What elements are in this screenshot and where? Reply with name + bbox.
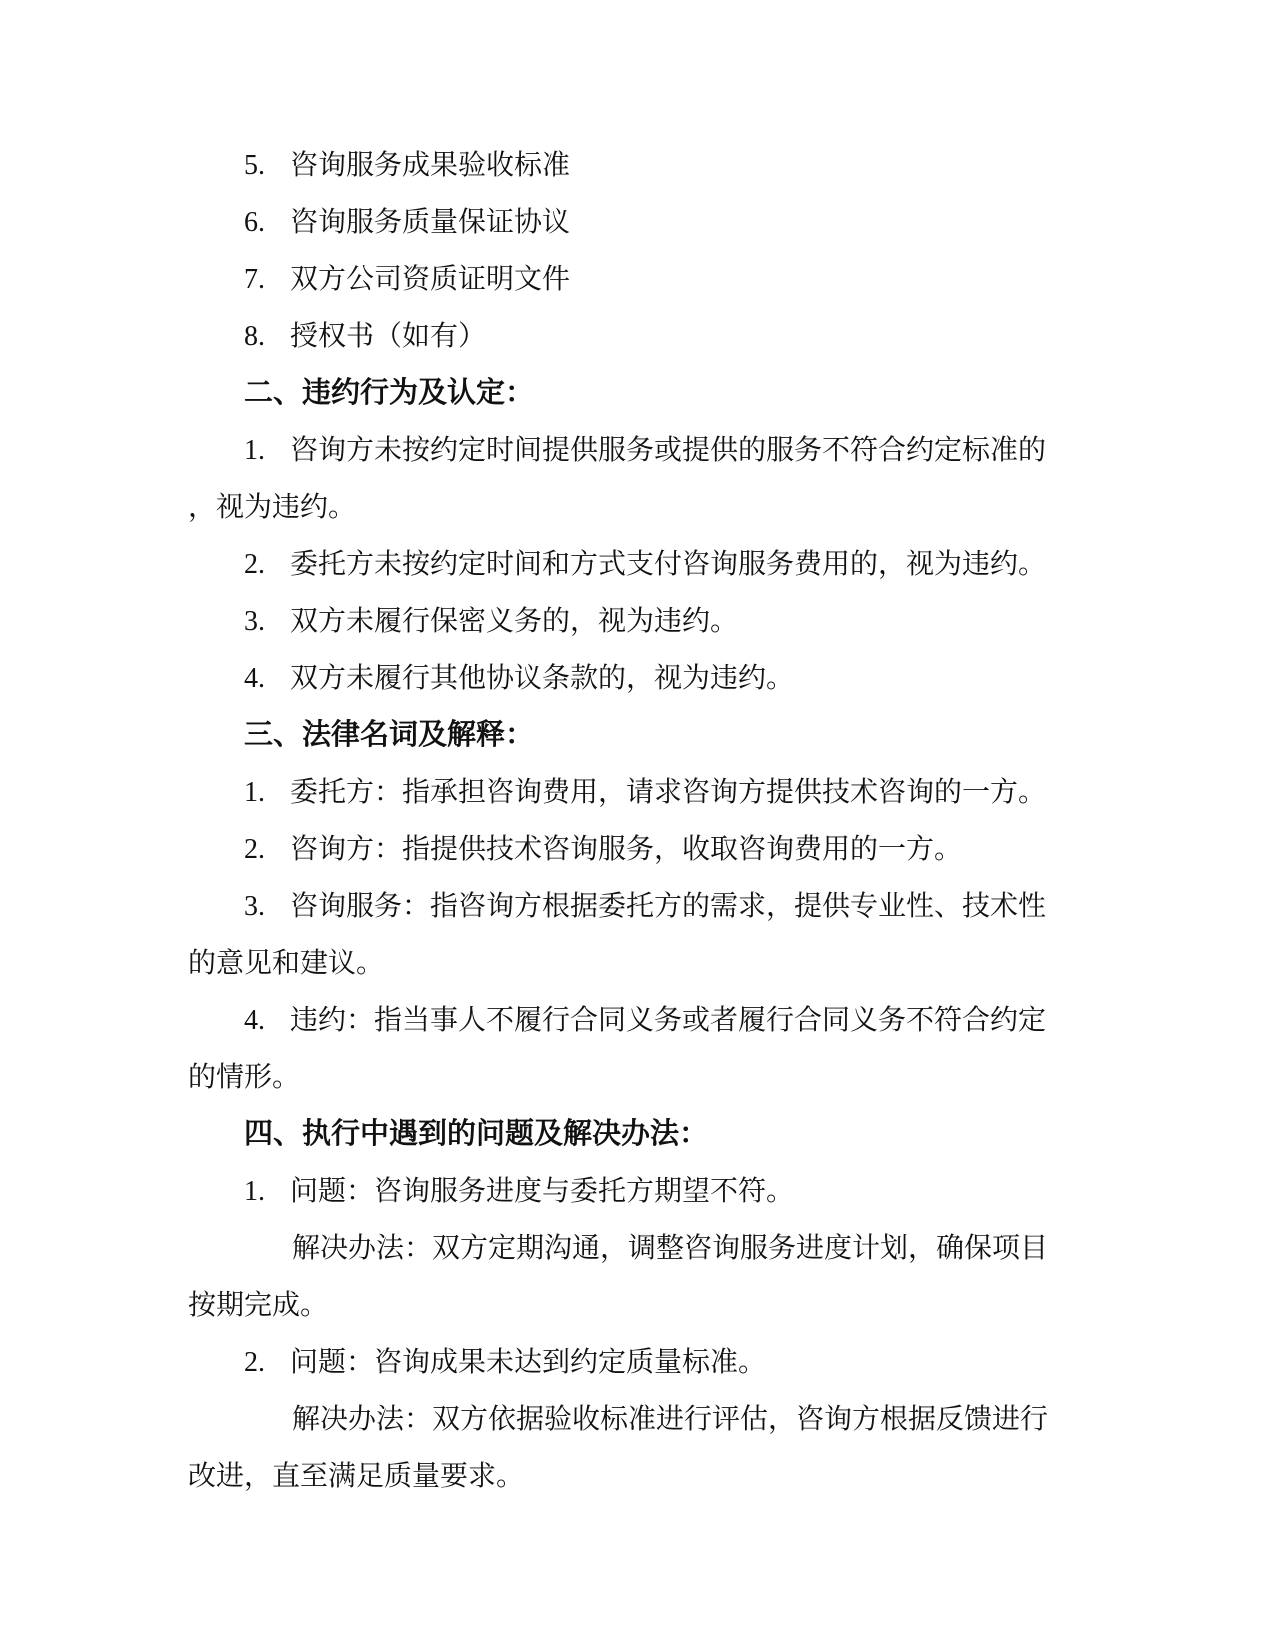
list-item: [188, 251, 1088, 308]
list-text: 咨询方未按约定时间提供服务或提供的服务不符合约定标准的: [290, 435, 1047, 466]
list-item: [188, 593, 1088, 650]
list-number: 2.: [244, 1347, 265, 1378]
section-heading-3: 三、法律名词及解释：: [244, 719, 535, 751]
list-item: [188, 194, 1088, 251]
solution-text: 解决办法：双方依据验收标准进行评估，咨询方根据反馈进行: [292, 1404, 1049, 1435]
list-number: 4.: [244, 1005, 265, 1036]
list-number: 1.: [244, 1176, 265, 1207]
document-body: [188, 137, 1088, 1505]
list-number: 1.: [244, 777, 265, 808]
list-number: 8.: [244, 321, 265, 352]
list-text: 委托方未按约定时间和方式支付咨询服务费用的，视为违约。: [290, 549, 1047, 580]
list-text: 咨询服务：指咨询方根据委托方的需求，提供专业性、技术性: [290, 891, 1047, 922]
solution-text-continuation: 按期完成。: [188, 1290, 329, 1321]
list-number: 7.: [244, 264, 265, 295]
list-item: [188, 878, 1088, 935]
list-text: 违约：指当事人不履行合同义务或者履行合同义务不符合约定: [290, 1005, 1047, 1036]
list-text: 问题：咨询成果未达到约定质量标准。: [290, 1347, 767, 1378]
list-number: 5.: [244, 150, 265, 181]
list-text-continuation: 的情形。: [188, 1062, 301, 1093]
list-text: 双方公司资质证明文件: [290, 264, 571, 295]
section-heading-2: 二、违约行为及认定：: [244, 377, 535, 409]
list-item: [188, 650, 1088, 707]
list-text-continuation: ，视为违约。: [188, 492, 357, 523]
list-item: [188, 422, 1088, 479]
list-number: 1.: [244, 435, 265, 466]
list-text: 问题：咨询服务进度与委托方期望不符。: [290, 1176, 795, 1207]
list-text: 咨询方：指提供技术咨询服务，收取咨询费用的一方。: [290, 834, 963, 865]
list-text: 授权书（如有）: [290, 321, 487, 352]
list-text: 双方未履行保密义务的，视为违约。: [290, 606, 739, 637]
list-item: [188, 992, 1088, 1049]
list-number: 6.: [244, 207, 265, 238]
list-text: 咨询服务成果验收标准: [290, 150, 571, 181]
list-text: 双方未履行其他协议条款的，视为违约。: [290, 663, 795, 694]
section-heading-4: 四、执行中遇到的问题及解决办法：: [244, 1118, 709, 1150]
list-item: [188, 308, 1088, 365]
list-item: [188, 764, 1088, 821]
list-number: 4.: [244, 663, 265, 694]
list-number: 3.: [244, 606, 265, 637]
list-number: 2.: [244, 549, 265, 580]
solution-text-continuation: 改进，直至满足质量要求。: [188, 1461, 525, 1492]
list-text: 咨询服务质量保证协议: [290, 207, 571, 238]
list-number: 3.: [244, 891, 265, 922]
list-text-continuation: 的意见和建议。: [188, 948, 385, 979]
list-item: [188, 821, 1088, 878]
list-text: 委托方：指承担咨询费用，请求咨询方提供技术咨询的一方。: [290, 777, 1047, 808]
list-item: [188, 1163, 1088, 1220]
list-item: [188, 536, 1088, 593]
list-item: [188, 1334, 1088, 1391]
list-item: [188, 137, 1088, 194]
list-number: 2.: [244, 834, 265, 865]
solution-text: 解决办法：双方定期沟通，调整咨询服务进度计划，确保项目: [292, 1233, 1049, 1264]
